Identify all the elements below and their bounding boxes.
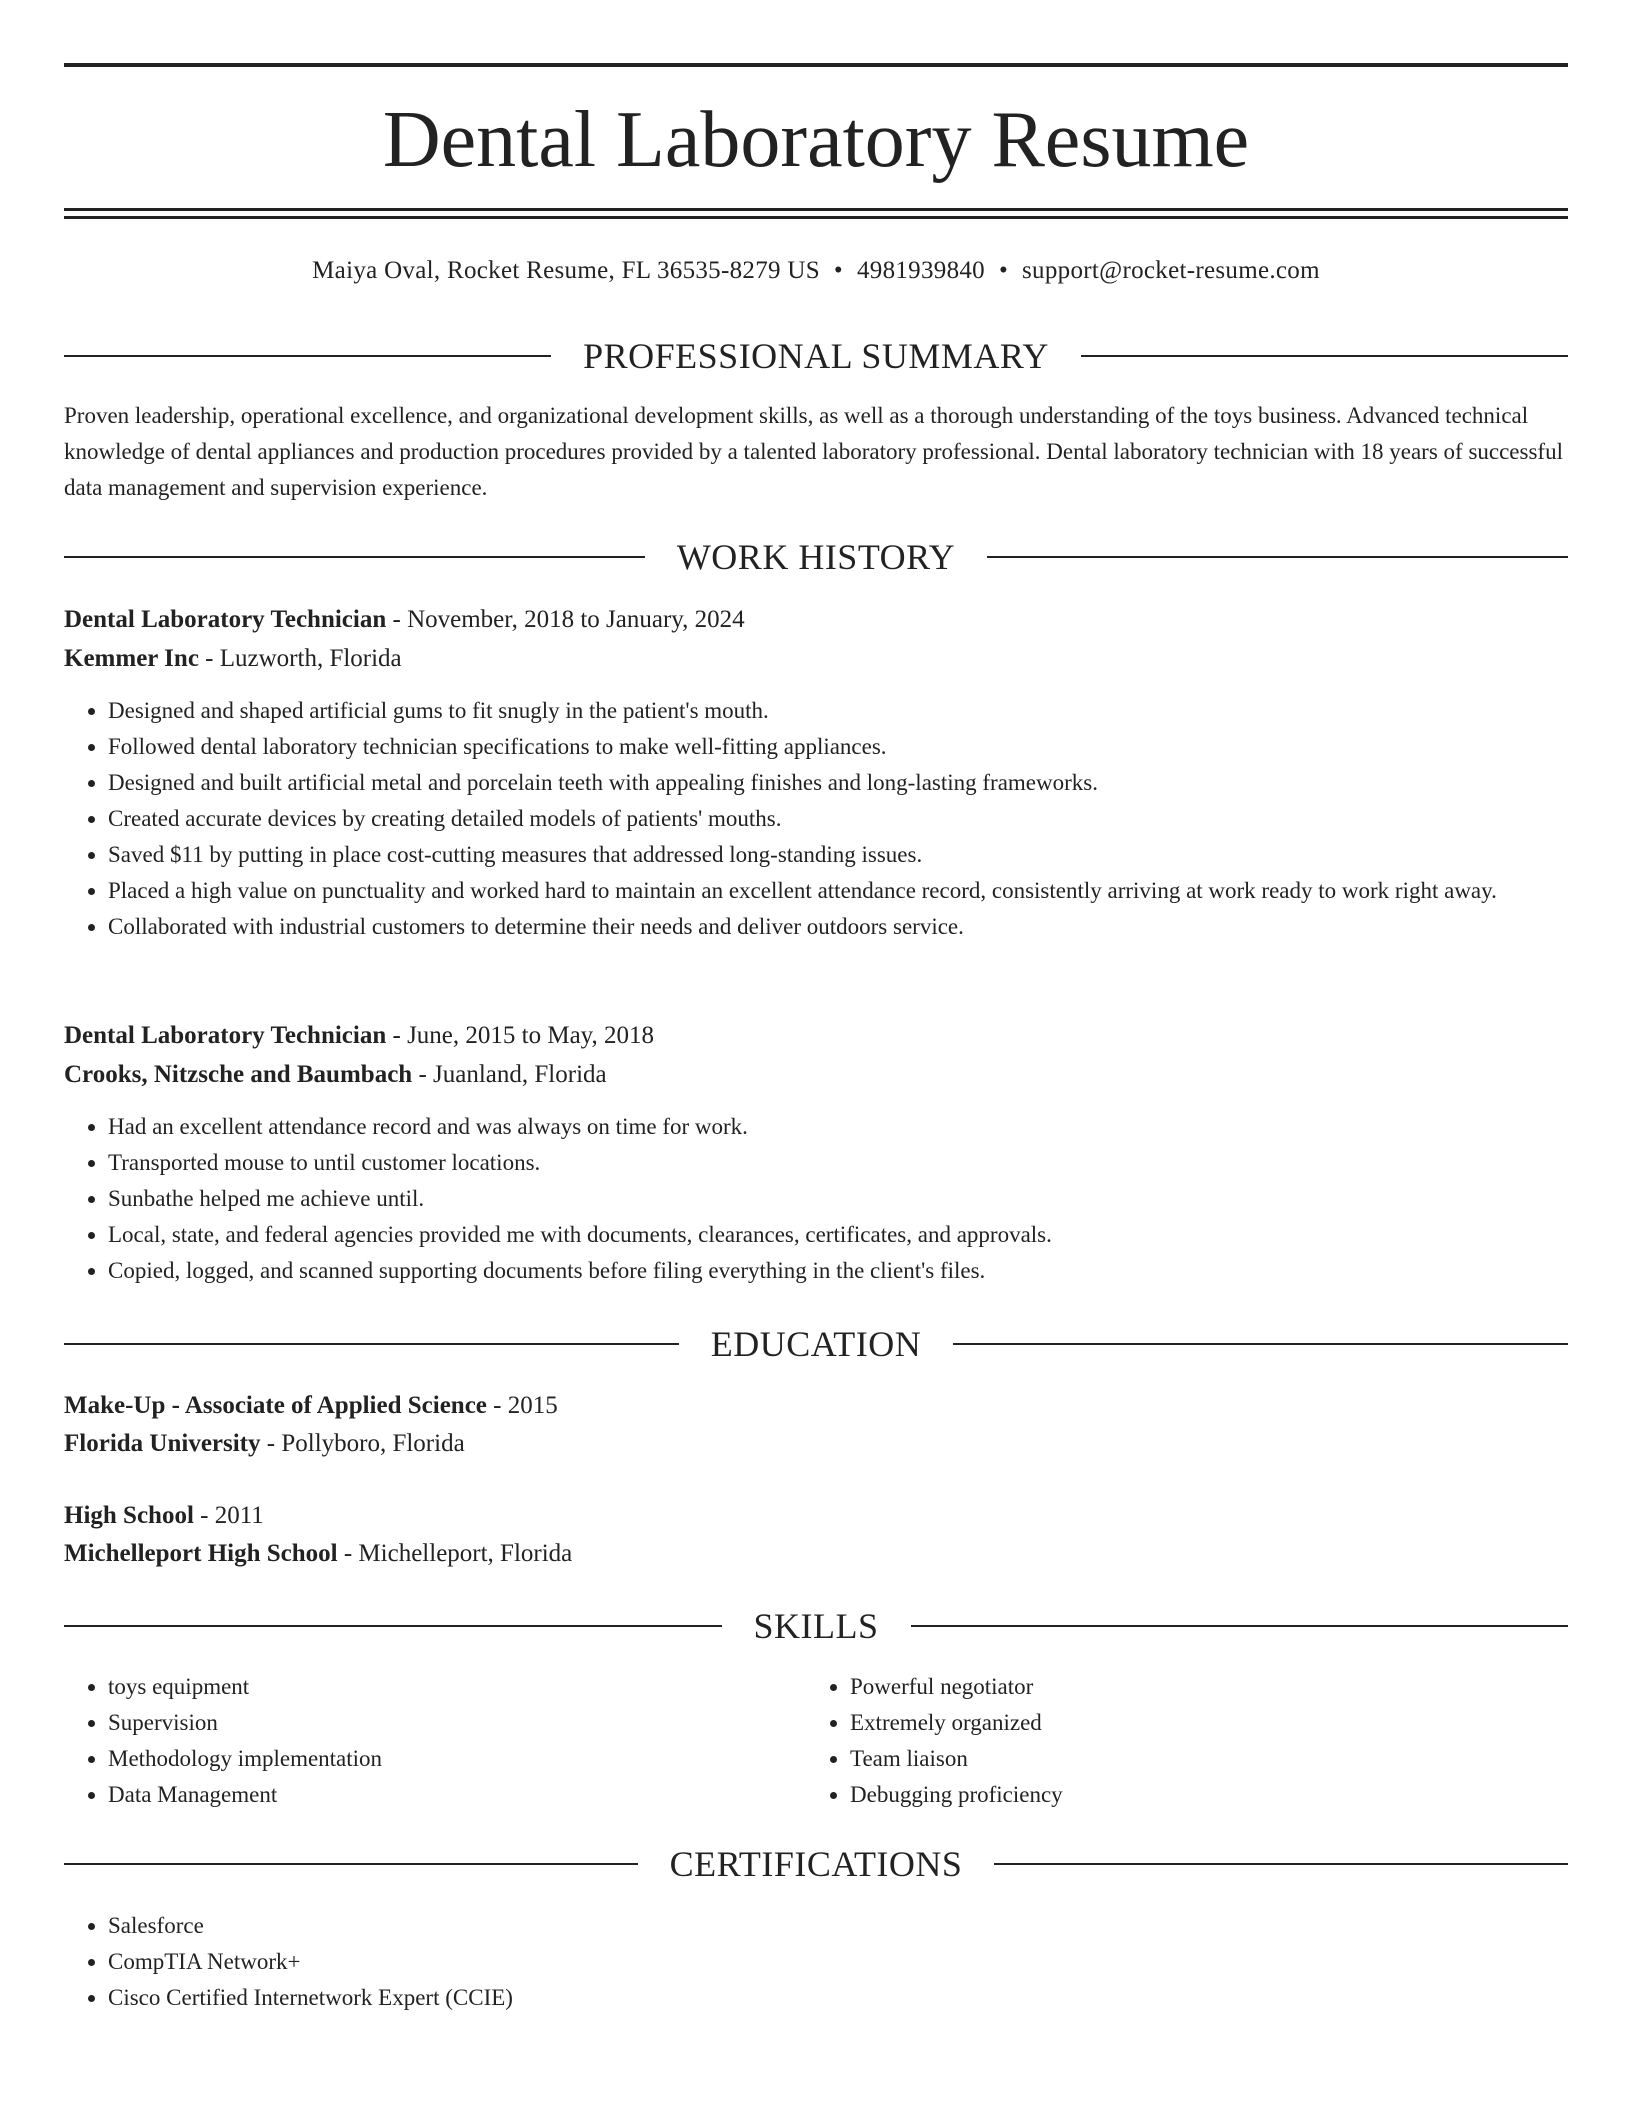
section-rule [64,556,645,558]
certification-item: • Salesforce [108,1908,1612,1944]
contact-separator: • [833,257,843,284]
skill-item: • Powerful negotiator [850,1669,1063,1705]
section-title-summary: PROFESSIONAL SUMMARY [583,336,1049,376]
section-title-education: EDUCATION [710,1324,922,1364]
certification-item: • CompTIA Network+ [108,1944,1612,1980]
education-school: Michelleport High School [64,1540,338,1567]
job-company: Kemmer Inc [64,645,199,672]
list-item: • Had an excellent attendance record and was always on time for work. [108,1109,1612,1145]
skill-item: • Data Management [108,1777,382,1813]
list-item: • Designed and built artificial metal and porcelain teeth with appealing finishes and long-lasting frameworks. [108,765,1612,801]
section-rule [994,1863,1568,1865]
contact-separator: • [998,257,1009,284]
certifications-list [64,1908,1612,2016]
education-year: - 2011 [193,1502,264,1529]
section-rule [911,1625,1569,1627]
job-title-line [64,1018,1568,1054]
section-title-certifications: CERTIFICATIONS [669,1844,963,1884]
list-item: • Collaborated with industrial customers to determine their needs and deliver outdoors service. [108,909,1612,945]
section-rule [64,1343,679,1345]
list-item: • Created accurate devices by creating detailed models of patients' mouths. [108,801,1612,837]
list-item: • Sunbathe helped me achieve until. [108,1181,1612,1217]
skills-list-left [64,1669,382,1813]
list-item: • Saved $11 by putting in place cost-cutting measures that addressed long-standing issues. [108,837,1612,873]
contact-address: Maiya Oval, Rocket Resume, FL 36535-8279 US [312,257,820,284]
job-title: Dental Laboratory Technician [64,1022,387,1049]
section-rule [64,355,551,357]
skills-list-right [806,1669,1063,1813]
skill-item: • Methodology implementation [108,1741,382,1777]
contact-line [64,254,1568,288]
section-header-certifications [64,1842,1568,1886]
header-double-rule-lower [64,216,1568,219]
job-dates: - November, 2018 to January, 2024 [386,606,745,633]
job-company-line [64,1057,1568,1093]
list-item: • Followed dental laboratory technician specifications to make well-fitting appliances. [108,729,1612,765]
list-item: • Designed and shaped artificial gums to fit snugly in the patient's mouth. [108,693,1612,729]
section-title-work-history: WORK HISTORY [676,537,956,577]
job-location: - Juanland, Florida [412,1061,607,1088]
section-rule [987,556,1568,558]
resume-title: Dental Laboratory Resume [382,96,1250,184]
section-rule [1081,355,1568,357]
job-company-line [64,641,1568,677]
education-school: Florida University [64,1430,261,1457]
skill-item: • Supervision [108,1705,382,1741]
skill-item: • Team liaison [850,1741,1063,1777]
education-degree: Make-Up - Associate of Applied Science [64,1392,487,1419]
section-rule [953,1343,1568,1345]
list-item: • Placed a high value on punctuality and worked hard to maintain an excellent attendance record, consistently arriving at work ready to work right away. [108,873,1612,909]
section-rule [64,1863,638,1865]
job-bullets [64,1109,1612,1289]
skill-item: • Extremely organized [850,1705,1063,1741]
education-degree: High School [64,1502,194,1529]
section-header-education [64,1322,1568,1366]
contact-email: support@rocket-resume.com [1022,257,1320,284]
skill-item: • Debugging proficiency [850,1777,1063,1813]
section-title-skills: SKILLS [753,1606,879,1646]
education-year: - 2015 [486,1392,558,1419]
job-company: Crooks, Nitzsche and Baumbach [64,1061,413,1088]
education-degree-line [64,1498,1568,1534]
education-degree-line [64,1388,1568,1424]
education-location: - Pollyboro, Florida [260,1430,465,1457]
education-school-line [64,1426,1568,1462]
job-location: - Luzworth, Florida [198,645,402,672]
job-dates: - June, 2015 to May, 2018 [386,1022,655,1049]
job-title-line [64,602,1568,638]
section-header-work-history [64,535,1568,579]
list-item: • Local, state, and federal agencies provided me with documents, clearances, certificates, and approvals. [108,1217,1612,1253]
section-header-summary [64,334,1568,378]
header-double-rule-upper [64,208,1568,211]
summary-text: Proven leadership, operational excellence, and organizational development skills, as well as a thorough understanding of the toys business. Advanced technical knowledge of dental appliances and production procedures provided by a talented laboratory professional. Dental laboratory technician with 18 years of successful data management and supervision experience. [64,403,1563,500]
job-bullets [64,693,1612,945]
section-header-skills [64,1604,1568,1648]
education-school-line [64,1536,1568,1572]
certification-item: • Cisco Certified Internetwork Expert (CCIE) [108,1980,1612,2016]
education-location: - Michelleport, Florida [337,1540,573,1567]
section-rule [64,1625,722,1627]
header-top-rule [64,63,1568,67]
contact-phone: 4981939840 [856,257,985,284]
job-title: Dental Laboratory Technician [64,606,387,633]
list-item: • Copied, logged, and scanned supporting documents before filing everything in the client's files. [108,1253,1612,1289]
skill-item: • toys equipment [108,1669,382,1705]
list-item: • Transported mouse to until customer locations. [108,1145,1612,1181]
